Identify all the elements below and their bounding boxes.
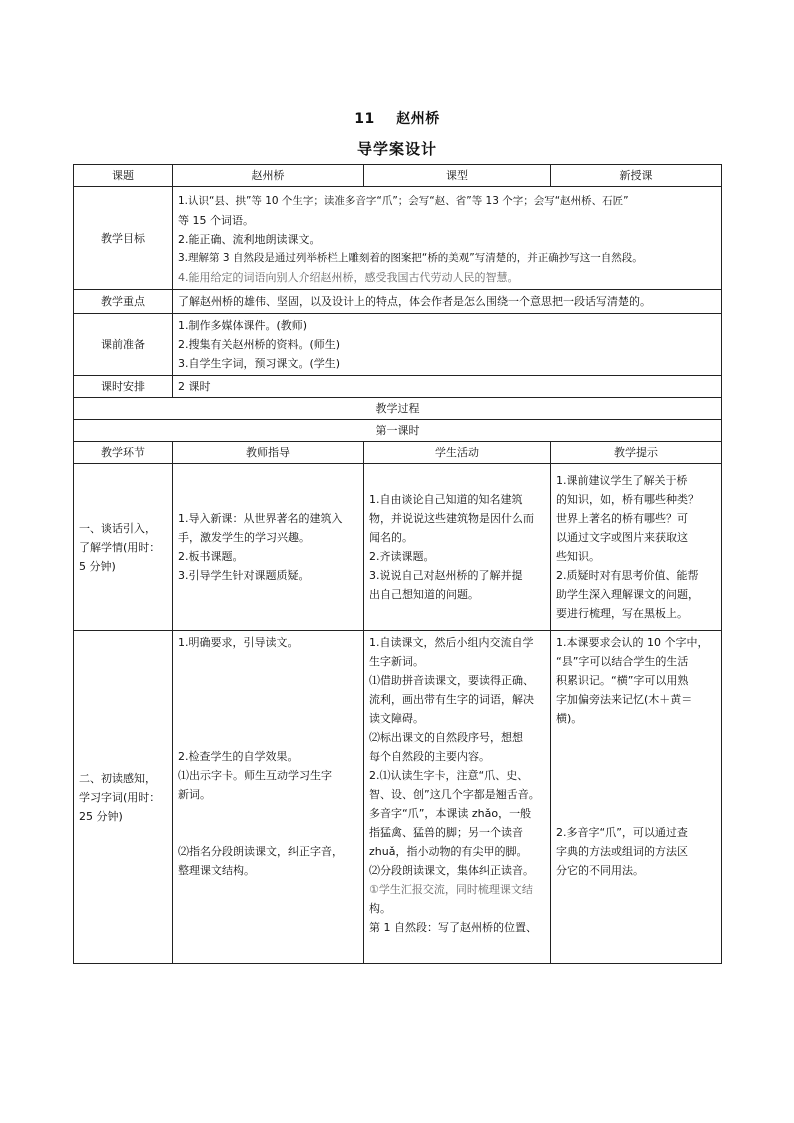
student-line: 2.齐读课题。 bbox=[369, 550, 435, 563]
lesson-title: 第一课时 bbox=[74, 420, 722, 442]
stage-name-line: 二、初读感知， bbox=[79, 771, 156, 785]
key-points-row bbox=[74, 290, 722, 314]
type-value: 新授课 bbox=[551, 165, 722, 187]
student-line: 1.自读课文，然后小组内交流自学 bbox=[369, 636, 534, 649]
teacher-line: 2.板书课题。 bbox=[178, 550, 244, 563]
key-points-label: 教学重点 bbox=[74, 290, 173, 314]
student-line: 多音字“爪”，本课读 zhǎo，一般 bbox=[369, 807, 532, 820]
lesson-title-row bbox=[74, 420, 722, 442]
objective-line: 4.能用给定的词语向别人介绍赵州桥，感受我国古代劳动人民的智慧。 bbox=[178, 270, 519, 284]
tip-line: 的知识，如，桥有哪些种类？ bbox=[556, 493, 699, 506]
teacher-line: 3.引导学生针对课题质疑。 bbox=[178, 569, 310, 582]
tip-line: 横)。 bbox=[556, 712, 583, 725]
tip-line: 2.多音字“爪”，可以通过查 bbox=[556, 826, 688, 839]
objective-line: 1.认识“县、拱”等 10 个生字；读准多音字“爪”；会写“赵、省”等 13 个字；会写“赵州桥、石匠” bbox=[178, 194, 629, 207]
student-line: ⑵分段朗读课文，集体纠正读音。 bbox=[369, 864, 534, 877]
preparation-row bbox=[74, 314, 722, 376]
column-header-stage: 教学环节 bbox=[74, 442, 173, 464]
teacher-line: 新词。 bbox=[178, 788, 211, 801]
tip-line: 字典的方法或组词的方法区 bbox=[556, 845, 688, 858]
teaching-tips bbox=[551, 631, 722, 964]
student-line: 物，并说说这些建筑物是因什么而 bbox=[369, 512, 534, 525]
student-line: ⑵标出课文的自然段序号，想想 bbox=[369, 731, 523, 744]
stage-name bbox=[74, 464, 173, 631]
key-points-text: 了解赵州桥的雄伟、坚固，以及设计上的特点，体会作者是怎么围绕一个意思把一段话写清楚的。 bbox=[173, 290, 722, 314]
tip-line: 1.课前建议学生了解关于桥 bbox=[556, 474, 688, 487]
student-line: 每个自然段的主要内容。 bbox=[369, 750, 490, 763]
student-line: 第 1 自然段：写了赵州桥的位置、 bbox=[369, 921, 537, 934]
preparation-line: 1.制作多媒体课件。(教师) bbox=[178, 319, 308, 332]
student-line: 1.自由谈论自己知道的知名建筑 bbox=[369, 493, 523, 506]
process-title-row bbox=[74, 398, 722, 420]
teacher-line: ⑵指名分段朗读课文，纠正字音， bbox=[178, 845, 343, 858]
student-line: 流利，画出带有生字的词语，解决 bbox=[369, 693, 534, 706]
student-line: ⑴借助拼音读课文，要读得正确、 bbox=[369, 674, 534, 687]
student-line: 生字新词。 bbox=[369, 655, 424, 668]
tip-line: 要进行梳理，写在黑板上。 bbox=[556, 607, 688, 620]
teacher-line: ⑴出示字卡。师生互动学习生字 bbox=[178, 769, 332, 782]
column-header-row bbox=[74, 442, 722, 464]
stage-name-line: 一、谈话引入， bbox=[79, 521, 156, 535]
preparation-label: 课前准备 bbox=[74, 314, 173, 376]
tip-line: 以通过文字或图片来获取这 bbox=[556, 531, 688, 544]
lesson-plan-table bbox=[73, 164, 722, 964]
student-line: 闻名的。 bbox=[369, 531, 413, 544]
preparation-line: 2.搜集有关赵州桥的资料。(师生) bbox=[178, 338, 341, 351]
type-label: 课型 bbox=[364, 165, 551, 187]
tip-line: 分它的不同用法。 bbox=[556, 864, 644, 877]
objectives-label: 教学目标 bbox=[74, 187, 173, 290]
topic-value: 赵州桥 bbox=[173, 165, 364, 187]
lesson-number: 11 bbox=[354, 111, 375, 127]
column-header-tips: 教学提示 bbox=[551, 442, 722, 464]
preparation-line: 3.自学生字词，预习课文。(学生) bbox=[178, 357, 341, 370]
tip-line: 世界上著名的桥有哪些？可 bbox=[556, 512, 688, 525]
student-line: 构。 bbox=[369, 902, 391, 915]
student-line: 智、设、创”这几个字都是翘舌音。 bbox=[369, 788, 540, 801]
document-title bbox=[0, 108, 794, 128]
topic-label: 课题 bbox=[74, 165, 173, 187]
stage-name-line: 学习字词(用时： bbox=[79, 790, 161, 804]
student-line: 指猛禽、猛兽的脚；另一个读音 bbox=[369, 826, 523, 839]
teaching-tips bbox=[551, 464, 722, 631]
teacher-line: 2.检查学生的自学效果。 bbox=[178, 750, 299, 763]
tip-line: 2.质疑时对有思考价值、能帮 bbox=[556, 569, 699, 582]
student-activity bbox=[364, 631, 551, 964]
student-line: ①学生汇报交流，同时梳理课文结 bbox=[369, 883, 533, 896]
student-line: 2.⑴认读生字卡，注意“爪、史、 bbox=[369, 769, 529, 782]
stage-name-line: 5 分钟) bbox=[79, 559, 116, 573]
tip-line: 1.本课要求会认的 10 个字中， bbox=[556, 636, 709, 649]
schedule-value: 2 课时 bbox=[173, 376, 722, 398]
objective-line: 等 15 个词语。 bbox=[178, 213, 254, 227]
column-header-teacher: 教师指导 bbox=[173, 442, 364, 464]
student-line: 读文障碍。 bbox=[369, 712, 424, 725]
schedule-label: 课时安排 bbox=[74, 376, 173, 398]
tip-line: 积累识记。“横”字可以用熟 bbox=[556, 674, 689, 687]
objectives-content bbox=[173, 187, 722, 290]
stage-name bbox=[74, 631, 173, 964]
objective-line: 3.理解第 3 自然段是通过列举桥栏上雕刻着的图案把“桥的美观”写清楚的，并正确抄写这一自然段。 bbox=[178, 251, 643, 264]
teacher-line: 1.导入新课：从世界著名的建筑入 bbox=[178, 512, 343, 525]
student-line: zhuǎ，指小动物的有尖甲的脚。 bbox=[369, 845, 528, 858]
student-activity bbox=[364, 464, 551, 631]
lesson-name: 赵州桥 bbox=[396, 111, 440, 127]
stage-name-line: 了解学情(用时： bbox=[79, 540, 161, 554]
student-line: 出自己想知道的问题。 bbox=[369, 588, 479, 601]
header-row bbox=[74, 165, 722, 187]
preparation-content bbox=[173, 314, 722, 376]
student-line: 3.说说自己对赵州桥的了解并提 bbox=[369, 569, 523, 582]
teacher-line: 手，激发学生的学习兴趣。 bbox=[178, 531, 310, 544]
process-title: 教学过程 bbox=[74, 398, 722, 420]
objective-line: 2.能正确、流利地朗读课文。 bbox=[178, 232, 321, 246]
stage-row bbox=[74, 464, 722, 631]
teacher-guidance bbox=[173, 631, 364, 964]
schedule-row bbox=[74, 376, 722, 398]
tip-line: 些知识。 bbox=[556, 550, 600, 563]
objectives-row bbox=[74, 187, 722, 290]
teacher-line: 1.明确要求，引导读文。 bbox=[178, 636, 299, 649]
document-subtitle: 导学案设计 bbox=[356, 140, 437, 158]
tip-line: “县”字可以结合学生的生活 bbox=[556, 655, 689, 668]
tip-line: 助学生深入理解课文的问题， bbox=[556, 588, 699, 601]
tip-line: 字加偏旁法来记忆(木＋黄＝ bbox=[556, 693, 693, 706]
column-header-student: 学生活动 bbox=[364, 442, 551, 464]
teacher-line: 整理课文结构。 bbox=[178, 864, 255, 877]
stage-row bbox=[74, 631, 722, 964]
teacher-guidance bbox=[173, 464, 364, 631]
stage-name-line: 25 分钟) bbox=[79, 809, 123, 823]
